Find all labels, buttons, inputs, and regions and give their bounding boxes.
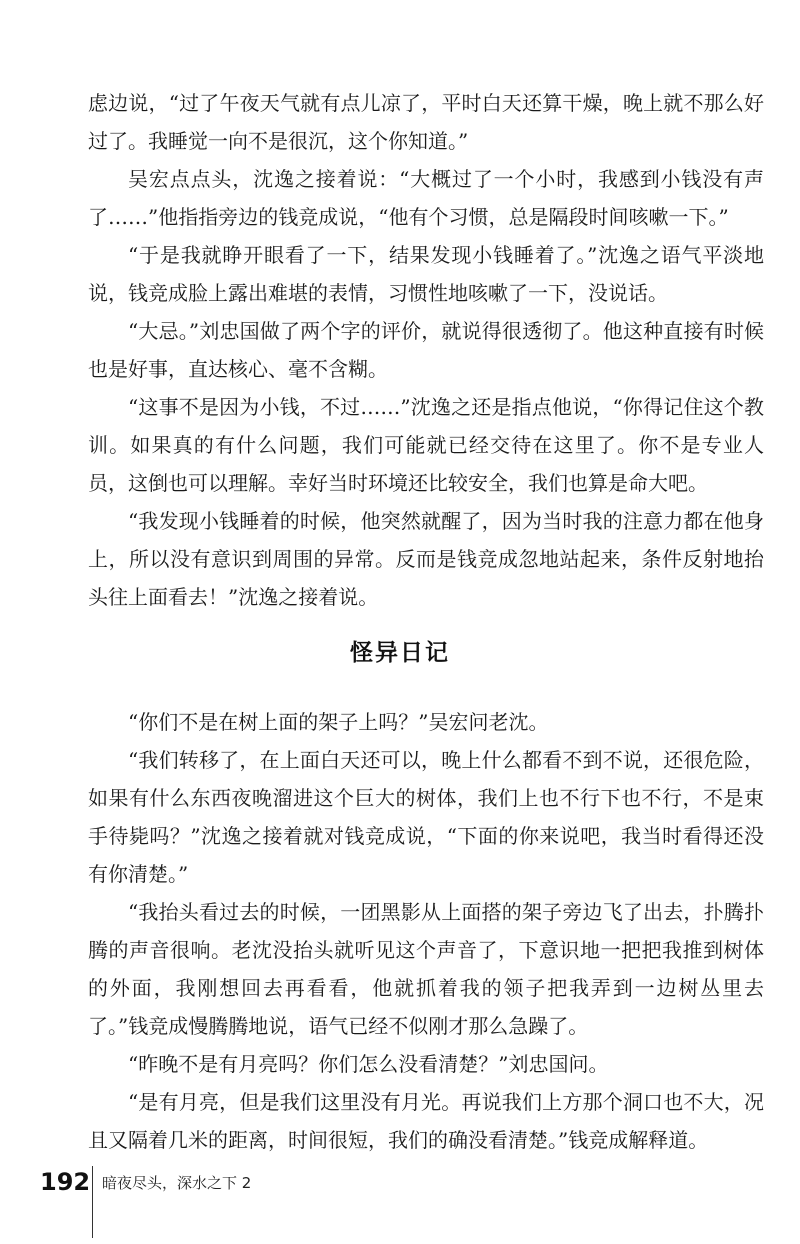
paragraph: “昨晚不是有月亮吗？你们怎么没看清楚？”刘忠国问。 — [128, 1052, 609, 1076]
paragraph: “是有月亮，但是我们这里没有月光。再说我们上方那个洞口也不大，况且又隔着几米的距离，时间很短，我们的确没看清楚。”钱竞成解释道。 — [88, 1090, 764, 1152]
running-book-title: 暗夜尽头，深水之下 2 — [102, 1174, 252, 1192]
paragraph: “我发现小钱睡着的时候，他突然就醒了，因为当时我的注意力都在他身上，所以没有意识到周围的异常。反而是钱竞成忽地站起来，条件反射地抬头往上面看去！”沈逸之接着说。 — [88, 509, 764, 609]
paragraph: “你们不是在树上面的架子上吗？”吴宏问老沈。 — [128, 710, 549, 734]
paragraph: “这事不是因为小钱，不过……”沈逸之还是指点他说，“你得记住这个教训。如果真的有什么问题，我们可能就已经交待在这里了。你不是专业人员，这倒也可以理解。幸好当时环境还比较安全，我们也算是命大吧。 — [88, 395, 764, 495]
paragraph: 吴宏点点头，沈逸之接着说：“大概过了一个小时，我感到小钱没有声了……”他指指旁边的钱竞成说，“他有个习惯，总是隔段时间咳嗽一下。” — [88, 167, 764, 229]
page-number: 192 — [40, 1168, 91, 1196]
bottom-text-section — [88, 703, 764, 1159]
paragraph: “我抬头看过去的时候，一团黑影从上面搭的架子旁边飞了出去，扑腾扑腾的声音很响。老沈没抬头就听见这个声音了，下意识地一把把我推到树体的外面，我刚想回去再看看，他就抓着我的领子把我弄到一边树丛里去了。”钱竞成慢腾腾地说，语气已经不似刚才那么急躁了。 — [88, 900, 764, 1038]
paragraph: “于是我就睁开眼看了一下，结果发现小钱睡着了。”沈逸之语气平淡地说，钱竞成脸上露出难堪的表情，习惯性地咳嗽了一下，没说话。 — [88, 243, 764, 305]
paragraph: “大忌。”刘忠国做了两个字的评价，就说得很透彻了。他这种直接有时候也是好事，直达核心、毫不含糊。 — [88, 319, 764, 381]
footer-divider — [92, 1166, 93, 1238]
top-text-section — [88, 84, 764, 616]
chapter-title: 怪异日记 — [350, 640, 450, 666]
paragraph: 虑边说，“过了午夜天气就有点儿凉了，平时白天还算干燥，晚上就不那么好过了。我睡觉一向不是很沉，这个你知道。” — [88, 91, 764, 153]
paragraph: “我们转移了，在上面白天还可以，晚上什么都看不到不说，还很危险，如果有什么东西夜晚溜进这个巨大的树体，我们上也不行下也不行，不是束手待毙吗？”沈逸之接着就对钱竞成说，“下面的你来说吧，我当时看得还没有你清楚。” — [88, 748, 764, 886]
